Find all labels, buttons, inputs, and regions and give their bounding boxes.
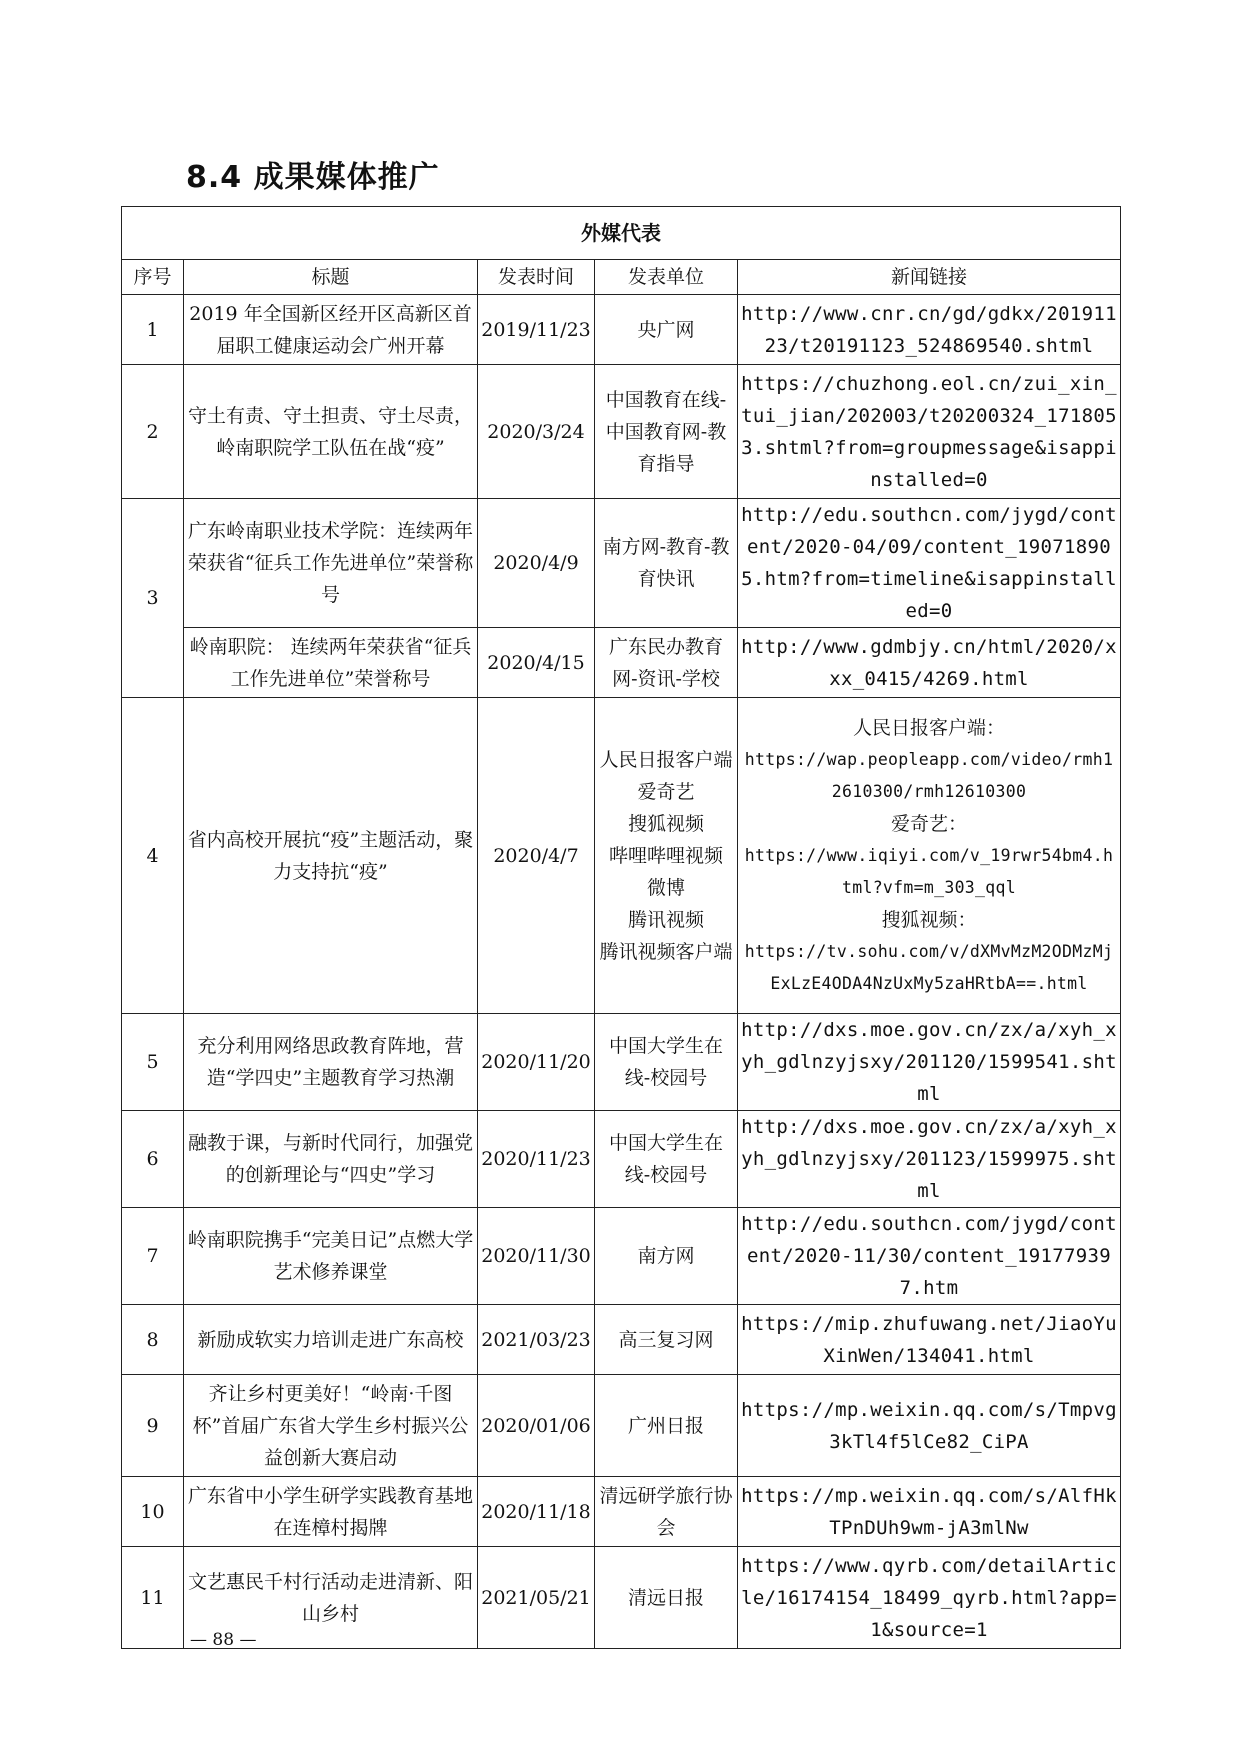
table-row xyxy=(122,628,1121,698)
row-link[interactable]: https://mp.weixin.qq.com/s/AlfHkTPnDUh9wm-jA3mlNw xyxy=(738,1477,1121,1547)
row-title: 齐让乡村更美好！“岭南·千图杯”首届广东省大学生乡村振兴公益创新大赛启动 xyxy=(184,1375,478,1477)
row-date: 2020/11/23 xyxy=(478,1111,595,1208)
table-row xyxy=(122,1305,1121,1375)
row-link[interactable]: http://dxs.moe.gov.cn/zx/a/xyh_xyh_gdlnzyjsxy/201120/1599541.shtml xyxy=(738,1014,1121,1111)
row-link[interactable]: https://tv.sohu.com/v/dXMvMzM2ODMzMjExLzE4ODA4NzUxMy5zaHRtbA==.html xyxy=(744,941,1114,993)
row-title: 充分利用网络思政教育阵地，营造“学四史”主题教育学习热潮 xyxy=(184,1014,478,1111)
row-outlet: 南方网 xyxy=(595,1208,738,1305)
row-date: 2019/11/23 xyxy=(478,295,595,365)
row-outlet: 中国大学生在线-校园号 xyxy=(595,1014,738,1111)
link-label: 搜狐视频： xyxy=(881,908,977,931)
outlet-item: 搜狐视频 xyxy=(627,812,704,835)
row-num: 1 xyxy=(122,295,184,365)
row-date: 2020/4/7 xyxy=(478,698,595,1014)
row-num: 4 xyxy=(122,698,184,1014)
page-number: — 88 — xyxy=(190,1630,257,1650)
row-link[interactable]: https://wap.peopleapp.com/video/rmh12610300/rmh12610300 xyxy=(744,749,1114,801)
row-outlet: 央广网 xyxy=(595,295,738,365)
outlet-item: 人民日报客户端 xyxy=(599,748,733,771)
header-title: 标题 xyxy=(184,260,478,295)
table-row xyxy=(122,499,1121,628)
row-title: 广东岭南职业技术学院：连续两年荣获省“征兵工作先进单位”荣誉称号 xyxy=(184,499,478,628)
row-num: 8 xyxy=(122,1305,184,1375)
row-num: 9 xyxy=(122,1375,184,1477)
table-row xyxy=(122,1547,1121,1649)
row-link[interactable]: https://mp.weixin.qq.com/s/Tmpvg3kTl4f5lCe82_CiPA xyxy=(738,1375,1121,1477)
row-link[interactable]: https://www.qyrb.com/detailArticle/16174154_18499_qyrb.html?app=1&source=1 xyxy=(738,1547,1121,1649)
table-row xyxy=(122,1208,1121,1305)
header-num: 序号 xyxy=(122,260,184,295)
media-table xyxy=(121,206,1121,1649)
row-outlet: 中国大学生在线-校园号 xyxy=(595,1111,738,1208)
row-links xyxy=(738,698,1121,1014)
link-label: 人民日报客户端： xyxy=(852,716,1005,739)
outlet-item: 微博 xyxy=(646,876,685,899)
row-link[interactable]: https://mip.zhufuwang.net/JiaoYuXinWen/134041.html xyxy=(738,1305,1121,1375)
row-num: 2 xyxy=(122,365,184,499)
row-title: 2019 年全国新区经开区高新区首届职工健康运动会广州开幕 xyxy=(184,295,478,365)
row-link[interactable]: https://www.iqiyi.com/v_19rwr54bm4.html?vfm=m_303_qql xyxy=(744,845,1114,897)
row-outlet: 南方网-教育-教育快讯 xyxy=(595,499,738,628)
table-caption: 外媒代表 xyxy=(122,207,1121,260)
row-num: 10 xyxy=(122,1477,184,1547)
row-date: 2020/11/30 xyxy=(478,1208,595,1305)
row-link[interactable]: http://edu.southcn.com/jygd/content/2020-04/09/content_190718905.htm?from=timeline&isappinstalled=0 xyxy=(738,499,1121,628)
row-num: 3 xyxy=(122,499,184,698)
row-outlet: 清远研学旅行协会 xyxy=(595,1477,738,1547)
outlet-item: 哔哩哔哩视频 xyxy=(608,844,723,867)
row-link[interactable]: http://edu.southcn.com/jygd/content/2020-11/30/content_191779397.htm xyxy=(738,1208,1121,1305)
row-date: 2020/11/20 xyxy=(478,1014,595,1111)
row-title: 岭南职院携手“完美日记”点燃大学艺术修养课堂 xyxy=(184,1208,478,1305)
row-num: 5 xyxy=(122,1014,184,1111)
row-outlet: 清远日报 xyxy=(595,1547,738,1649)
row-outlet: 中国教育在线-中国教育网-教育指导 xyxy=(595,365,738,499)
row-link[interactable]: http://dxs.moe.gov.cn/zx/a/xyh_xyh_gdlnzyjsxy/201123/1599975.shtml xyxy=(738,1111,1121,1208)
row-outlet: 高三复习网 xyxy=(595,1305,738,1375)
row-date: 2020/4/9 xyxy=(478,499,595,628)
row-date: 2020/11/18 xyxy=(478,1477,595,1547)
row-date: 2020/3/24 xyxy=(478,365,595,499)
row-outlet: 广州日报 xyxy=(595,1375,738,1477)
row-title: 文艺惠民千村行活动走进清新、阳山乡村 xyxy=(184,1547,478,1649)
row-link[interactable]: http://www.gdmbjy.cn/html/2020/xxx_0415/4269.html xyxy=(738,628,1121,698)
row-title: 岭南职院： 连续两年荣获省“征兵工作先进单位”荣誉称号 xyxy=(184,628,478,698)
outlet-item: 腾讯视频客户端 xyxy=(599,940,733,963)
row-date: 2021/03/23 xyxy=(478,1305,595,1375)
table-row xyxy=(122,295,1121,365)
link-label: 爱奇艺： xyxy=(890,812,967,835)
row-outlet: 广东民办教育网-资讯-学校 xyxy=(595,628,738,698)
outlet-item: 爱奇艺 xyxy=(637,780,695,803)
row-title: 新励成软实力培训走进广东高校 xyxy=(184,1305,478,1375)
header-outlet: 发表单位 xyxy=(595,260,738,295)
row-num: 6 xyxy=(122,1111,184,1208)
row-date: 2020/4/15 xyxy=(478,628,595,698)
header-row xyxy=(122,260,1121,295)
row-title: 广东省中小学生研学实践教育基地在连樟村揭牌 xyxy=(184,1477,478,1547)
row-date: 2020/01/06 xyxy=(478,1375,595,1477)
row-link[interactable]: http://www.cnr.cn/gd/gdkx/20191123/t20191123_524869540.shtml xyxy=(738,295,1121,365)
row-outlets xyxy=(595,698,738,1014)
row-title: 融教于课，与新时代同行，加强党的创新理论与“四史”学习 xyxy=(184,1111,478,1208)
table-row xyxy=(122,1375,1121,1477)
row-title: 省内高校开展抗“疫”主题活动，聚力支持抗“疫” xyxy=(184,698,478,1014)
row-title: 守土有责、守土担责、守土尽责，岭南职院学工队伍在战“疫” xyxy=(184,365,478,499)
row-num: 7 xyxy=(122,1208,184,1305)
table-row xyxy=(122,1111,1121,1208)
table-row xyxy=(122,698,1121,1014)
header-link: 新闻链接 xyxy=(738,260,1121,295)
row-link[interactable]: https://chuzhong.eol.cn/zui_xin_tui_jian/202003/t20200324_1718053.shtml?from=groupmessage&isappinstalled=0 xyxy=(738,365,1121,499)
outlet-item: 腾讯视频 xyxy=(627,908,704,931)
row-date: 2021/05/21 xyxy=(478,1547,595,1649)
table-row xyxy=(122,1477,1121,1547)
table-row xyxy=(122,365,1121,499)
section-heading: 8.4 成果媒体推广 xyxy=(186,160,440,195)
header-date: 发表时间 xyxy=(478,260,595,295)
row-num: 11 xyxy=(122,1547,184,1649)
table-row xyxy=(122,1014,1121,1111)
